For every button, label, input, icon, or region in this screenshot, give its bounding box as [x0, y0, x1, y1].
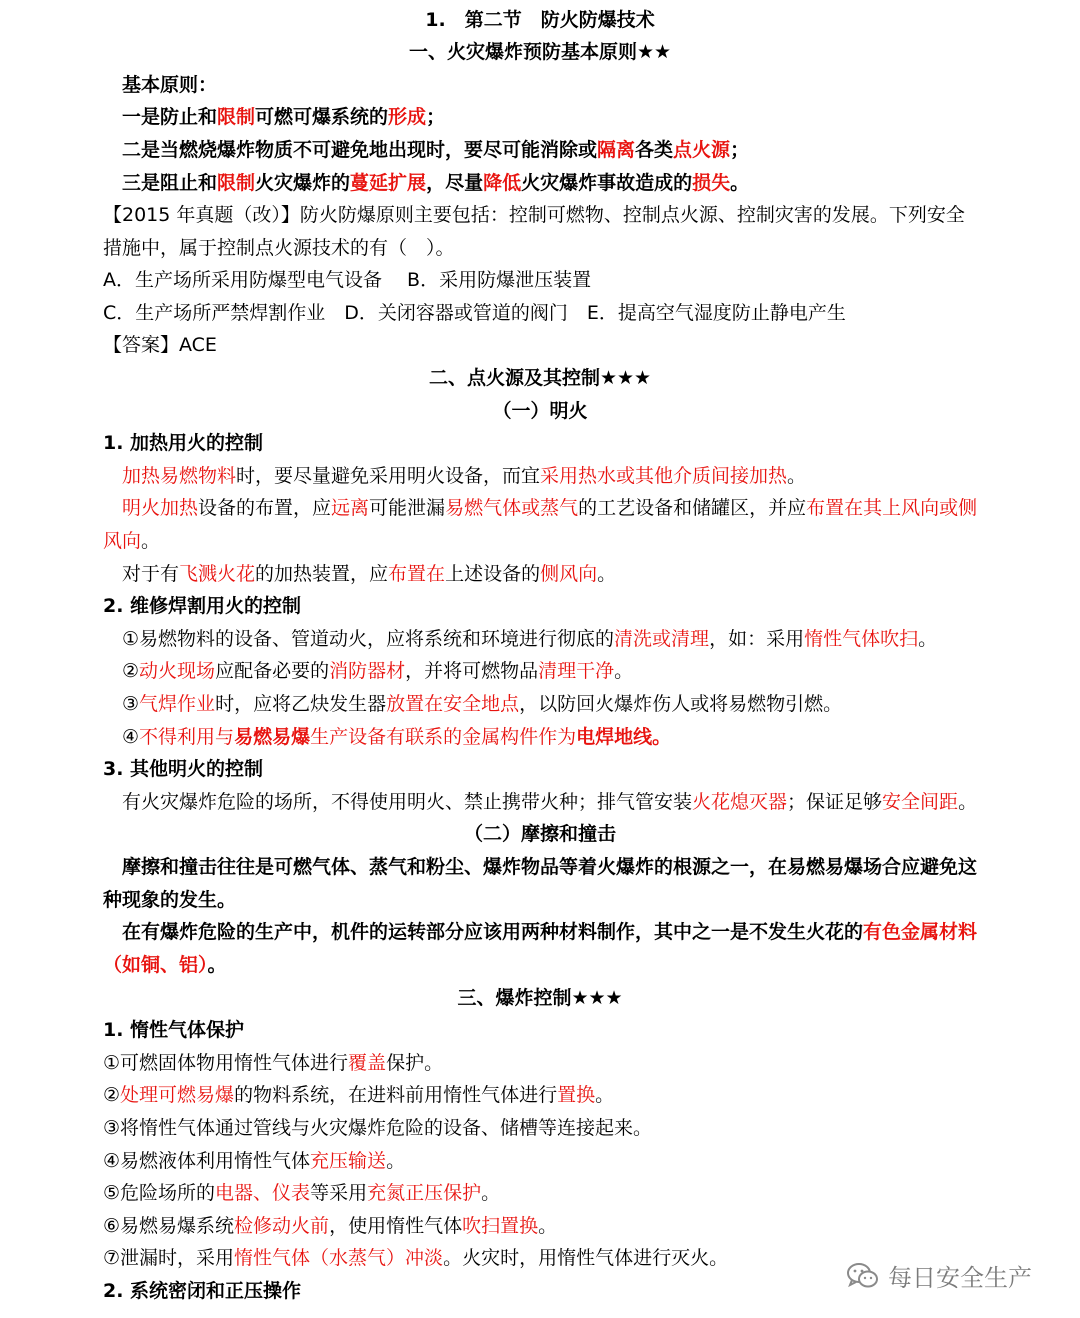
section-heading: [0, 822, 1080, 848]
text-segment: 2. 系统密闭和正压操作: [103, 1280, 302, 1302]
section-heading: [0, 366, 1080, 392]
text-segment: 火灾爆炸事故造成的: [521, 172, 693, 194]
highlight-text: 电器、仪表: [215, 1182, 311, 1204]
text-line: [103, 757, 1080, 783]
text-segment: ；: [426, 106, 446, 128]
text-line: [122, 920, 1080, 946]
section-heading: [0, 40, 1080, 66]
text-segment: 2. 维修焊割用火的控制: [103, 595, 302, 617]
text-segment: 火灾爆炸的: [255, 172, 351, 194]
highlight-text: 降低: [483, 172, 522, 194]
text-line: [122, 855, 1080, 881]
highlight-text: 限制: [217, 106, 256, 128]
highlight-text: 消防器材: [329, 660, 406, 682]
highlight-text: 惰性气体吹扫: [804, 628, 919, 650]
text-segment: 【答案】ACE: [103, 334, 217, 356]
text-segment: 时，要尽量避免采用明火设备，而宜: [236, 465, 541, 487]
text-line: [103, 268, 1080, 294]
text-line: [103, 953, 1080, 979]
highlight-text: 布置在: [388, 563, 446, 585]
text-segment: 设备的布置，应: [198, 497, 332, 519]
highlight-text: 惰性气体（水蒸气）冲淡: [234, 1247, 444, 1269]
text-line: [103, 203, 1080, 229]
text-line: [122, 171, 1080, 197]
text-segment: （一）明火: [492, 400, 588, 422]
text-segment: 的工艺设备和储罐区，并应: [578, 497, 807, 519]
text-line: [103, 431, 1080, 457]
text-segment: 3. 其他明火的控制: [103, 758, 264, 780]
text-segment: 。: [787, 465, 807, 487]
text-segment: 1. 加热用火的控制: [103, 432, 264, 454]
text-line: [103, 1149, 1080, 1175]
highlight-text: 覆盖: [348, 1052, 387, 1074]
text-segment: （二）摩擦和撞击: [463, 823, 616, 845]
text-segment: 二、点火源及其控制★★★: [428, 367, 652, 389]
text-line: [103, 301, 1080, 327]
text-segment: 。: [207, 954, 227, 976]
text-segment: 。: [141, 530, 161, 552]
highlight-text: 隔离: [597, 139, 636, 161]
text-segment: 基本原则：: [122, 74, 218, 96]
text-segment: 对于有: [122, 563, 180, 585]
text-line: [122, 562, 1080, 588]
text-segment: 在有爆炸危险的生产中，机件的运转部分应该用两种材料制作，其中之一是不发生火花的: [122, 921, 864, 943]
highlight-text: 充压输送: [310, 1150, 387, 1172]
text-segment: 二是当燃烧爆炸物质不可避免地出现时，要尽可能消除或: [122, 139, 598, 161]
highlight-text: 气焊作业: [139, 693, 216, 715]
text-segment: ④: [122, 726, 140, 748]
text-segment: 各类: [635, 139, 674, 161]
text-segment: ，如：采用: [709, 628, 805, 650]
text-line: [103, 236, 1080, 262]
text-segment: 一是防止和: [122, 106, 218, 128]
text-segment: ③: [122, 693, 140, 715]
highlight-text: 不得利用与: [139, 726, 235, 748]
highlight-text: 采用热水或其他介质间接加热: [540, 465, 788, 487]
text-segment: ；保证足够: [787, 791, 883, 813]
text-line: [122, 659, 1080, 685]
text-line: [103, 1116, 1080, 1142]
text-segment: 。: [481, 1182, 501, 1204]
text-segment: 摩擦和撞击往往是可燃气体、蒸气和粉尘、爆炸物品等着火爆炸的根源之一，在易燃易爆场合应避免这: [122, 856, 978, 878]
text-segment: 措施中，属于控制点火源技术的有（ ）。: [103, 237, 455, 259]
text-line: [122, 105, 1080, 131]
text-line: [122, 725, 1080, 751]
highlight-text: 易燃气体或蒸气: [445, 497, 579, 519]
wechat-icon: [846, 1262, 880, 1290]
highlight-text: 风向: [103, 530, 142, 552]
text-segment: 可燃可爆系统的: [255, 106, 389, 128]
text-segment: 。: [730, 172, 750, 194]
text-line: [103, 594, 1080, 620]
highlight-text: 吹扫置换: [462, 1215, 539, 1237]
highlight-text: 火花熄灭器: [692, 791, 788, 813]
text-segment: 。: [597, 563, 617, 585]
text-segment: 。: [614, 660, 634, 682]
text-line: [103, 1181, 1080, 1207]
section-heading: [0, 8, 1080, 34]
text-segment: 。火灾时，用惰性气体进行灭火。: [443, 1247, 729, 1269]
watermark: [846, 1258, 1032, 1293]
text-segment: ；: [730, 139, 750, 161]
text-segment: 有火灾爆炸危险的场所，不得使用明火、禁止携带火种；排气管安装: [122, 791, 693, 813]
text-segment: 可能泄漏: [369, 497, 446, 519]
text-segment: ⑤危险场所的: [103, 1182, 216, 1204]
highlight-text: 生产设备有联系的金属构件作为: [310, 726, 577, 748]
highlight-text: 远离: [331, 497, 370, 519]
highlight-text: 限制: [217, 172, 256, 194]
text-line: [103, 1018, 1080, 1044]
highlight-text: 清理干净: [538, 660, 615, 682]
text-line: [122, 73, 1080, 99]
text-line: [103, 888, 1080, 914]
text-segment: 。: [918, 628, 938, 650]
highlight-text: 布置在其上风向或侧: [806, 497, 978, 519]
text-segment: ⑦泄漏时，采用: [103, 1247, 235, 1269]
highlight-text: 点火源: [673, 139, 731, 161]
highlight-text: 检修动火前: [234, 1215, 330, 1237]
text-segment: 的物料系统，在进料前用惰性气体进行: [234, 1084, 558, 1106]
highlight-text: 动火现场: [139, 660, 216, 682]
highlight-text: 加热易燃物料: [122, 465, 237, 487]
highlight-text: 置换: [557, 1084, 596, 1106]
highlight-text: 安全间距: [882, 791, 959, 813]
text-segment: ，尽量: [426, 172, 484, 194]
highlight-text: 清洗或清理: [614, 628, 710, 650]
text-segment: ②: [103, 1084, 121, 1106]
text-segment: 种现象的发生。: [103, 889, 237, 911]
highlight-text: （如铜、铝）: [103, 954, 208, 976]
text-segment: ③将惰性气体通过管线与火灾爆炸危险的设备、储槽等连接起来。: [103, 1117, 653, 1139]
highlight-text: 形成: [388, 106, 427, 128]
text-line: [103, 1214, 1080, 1240]
highlight-text: 有色金属材料: [863, 921, 978, 943]
text-segment: 上述设备的: [445, 563, 541, 585]
section-heading: [0, 986, 1080, 1012]
highlight-text: 电焊地线。: [576, 726, 672, 748]
text-line: [103, 1051, 1080, 1077]
text-segment: ①可燃固体物用惰性气体进行: [103, 1052, 349, 1074]
highlight-text: 充氮正压保护: [367, 1182, 482, 1204]
text-segment: 。: [595, 1084, 615, 1106]
text-segment: 。: [386, 1150, 406, 1172]
highlight-text: 损失: [692, 172, 731, 194]
text-segment: 应配备必要的: [215, 660, 330, 682]
text-line: [122, 464, 1080, 490]
highlight-text: 处理可燃易爆: [120, 1084, 235, 1106]
text-segment: ，以防回火爆炸伤人或将易燃物引燃。: [519, 693, 843, 715]
text-segment: A．生产场所采用防爆型电气设备 B．采用防爆泄压装置: [103, 269, 592, 291]
text-segment: ①易燃物料的设备、管道动火，应将系统和环境进行彻底的: [122, 628, 615, 650]
text-line: [122, 692, 1080, 718]
text-segment: C．生产场所严禁焊割作业 D．关闭容器或管道的阀门 E．提高空气湿度防止静电产生: [103, 302, 846, 324]
highlight-text: 飞溅火花: [179, 563, 256, 585]
text-segment: 。: [958, 791, 978, 813]
text-segment: 三是阻止和: [122, 172, 218, 194]
text-line: [122, 627, 1080, 653]
text-segment: ，使用惰性气体: [329, 1215, 463, 1237]
text-segment: ④易燃液体利用惰性气体: [103, 1150, 311, 1172]
text-line: [103, 529, 1080, 555]
text-segment: 的加热装置，应: [255, 563, 389, 585]
text-segment: 一、火灾爆炸预防基本原则★★: [408, 41, 672, 63]
text-segment: 。: [538, 1215, 558, 1237]
watermark-text: 每日安全生产: [888, 1264, 1032, 1292]
text-line: [122, 138, 1080, 164]
text-segment: 三、爆炸控制★★★: [457, 987, 623, 1009]
text-segment: ②: [122, 660, 140, 682]
highlight-text: 明火加热: [122, 497, 199, 519]
highlight-text: 易燃易爆: [234, 726, 311, 748]
text-segment: ⑥易燃易爆系统: [103, 1215, 235, 1237]
text-segment: 时，应将乙炔发生器: [215, 693, 387, 715]
text-line: [122, 496, 1080, 522]
text-segment: 等采用: [310, 1182, 368, 1204]
text-line: [122, 790, 1080, 816]
highlight-text: 放置在安全地点: [386, 693, 520, 715]
text-line: [103, 333, 1080, 359]
text-segment: 1. 第二节 防火防爆技术: [425, 9, 655, 31]
highlight-text: 蔓延扩展: [350, 172, 427, 194]
text-segment: 【2015 年真题（改）】防火防爆原则主要包括：控制可燃物、控制点火源、控制灾害的发展。下列安全: [103, 204, 965, 226]
highlight-text: 侧风向: [540, 563, 598, 585]
text-line: [103, 1083, 1080, 1109]
text-segment: 1. 惰性气体保护: [103, 1019, 245, 1041]
text-segment: 保护。: [386, 1052, 444, 1074]
section-heading: [0, 399, 1080, 425]
text-segment: ，并将可燃物品: [405, 660, 539, 682]
